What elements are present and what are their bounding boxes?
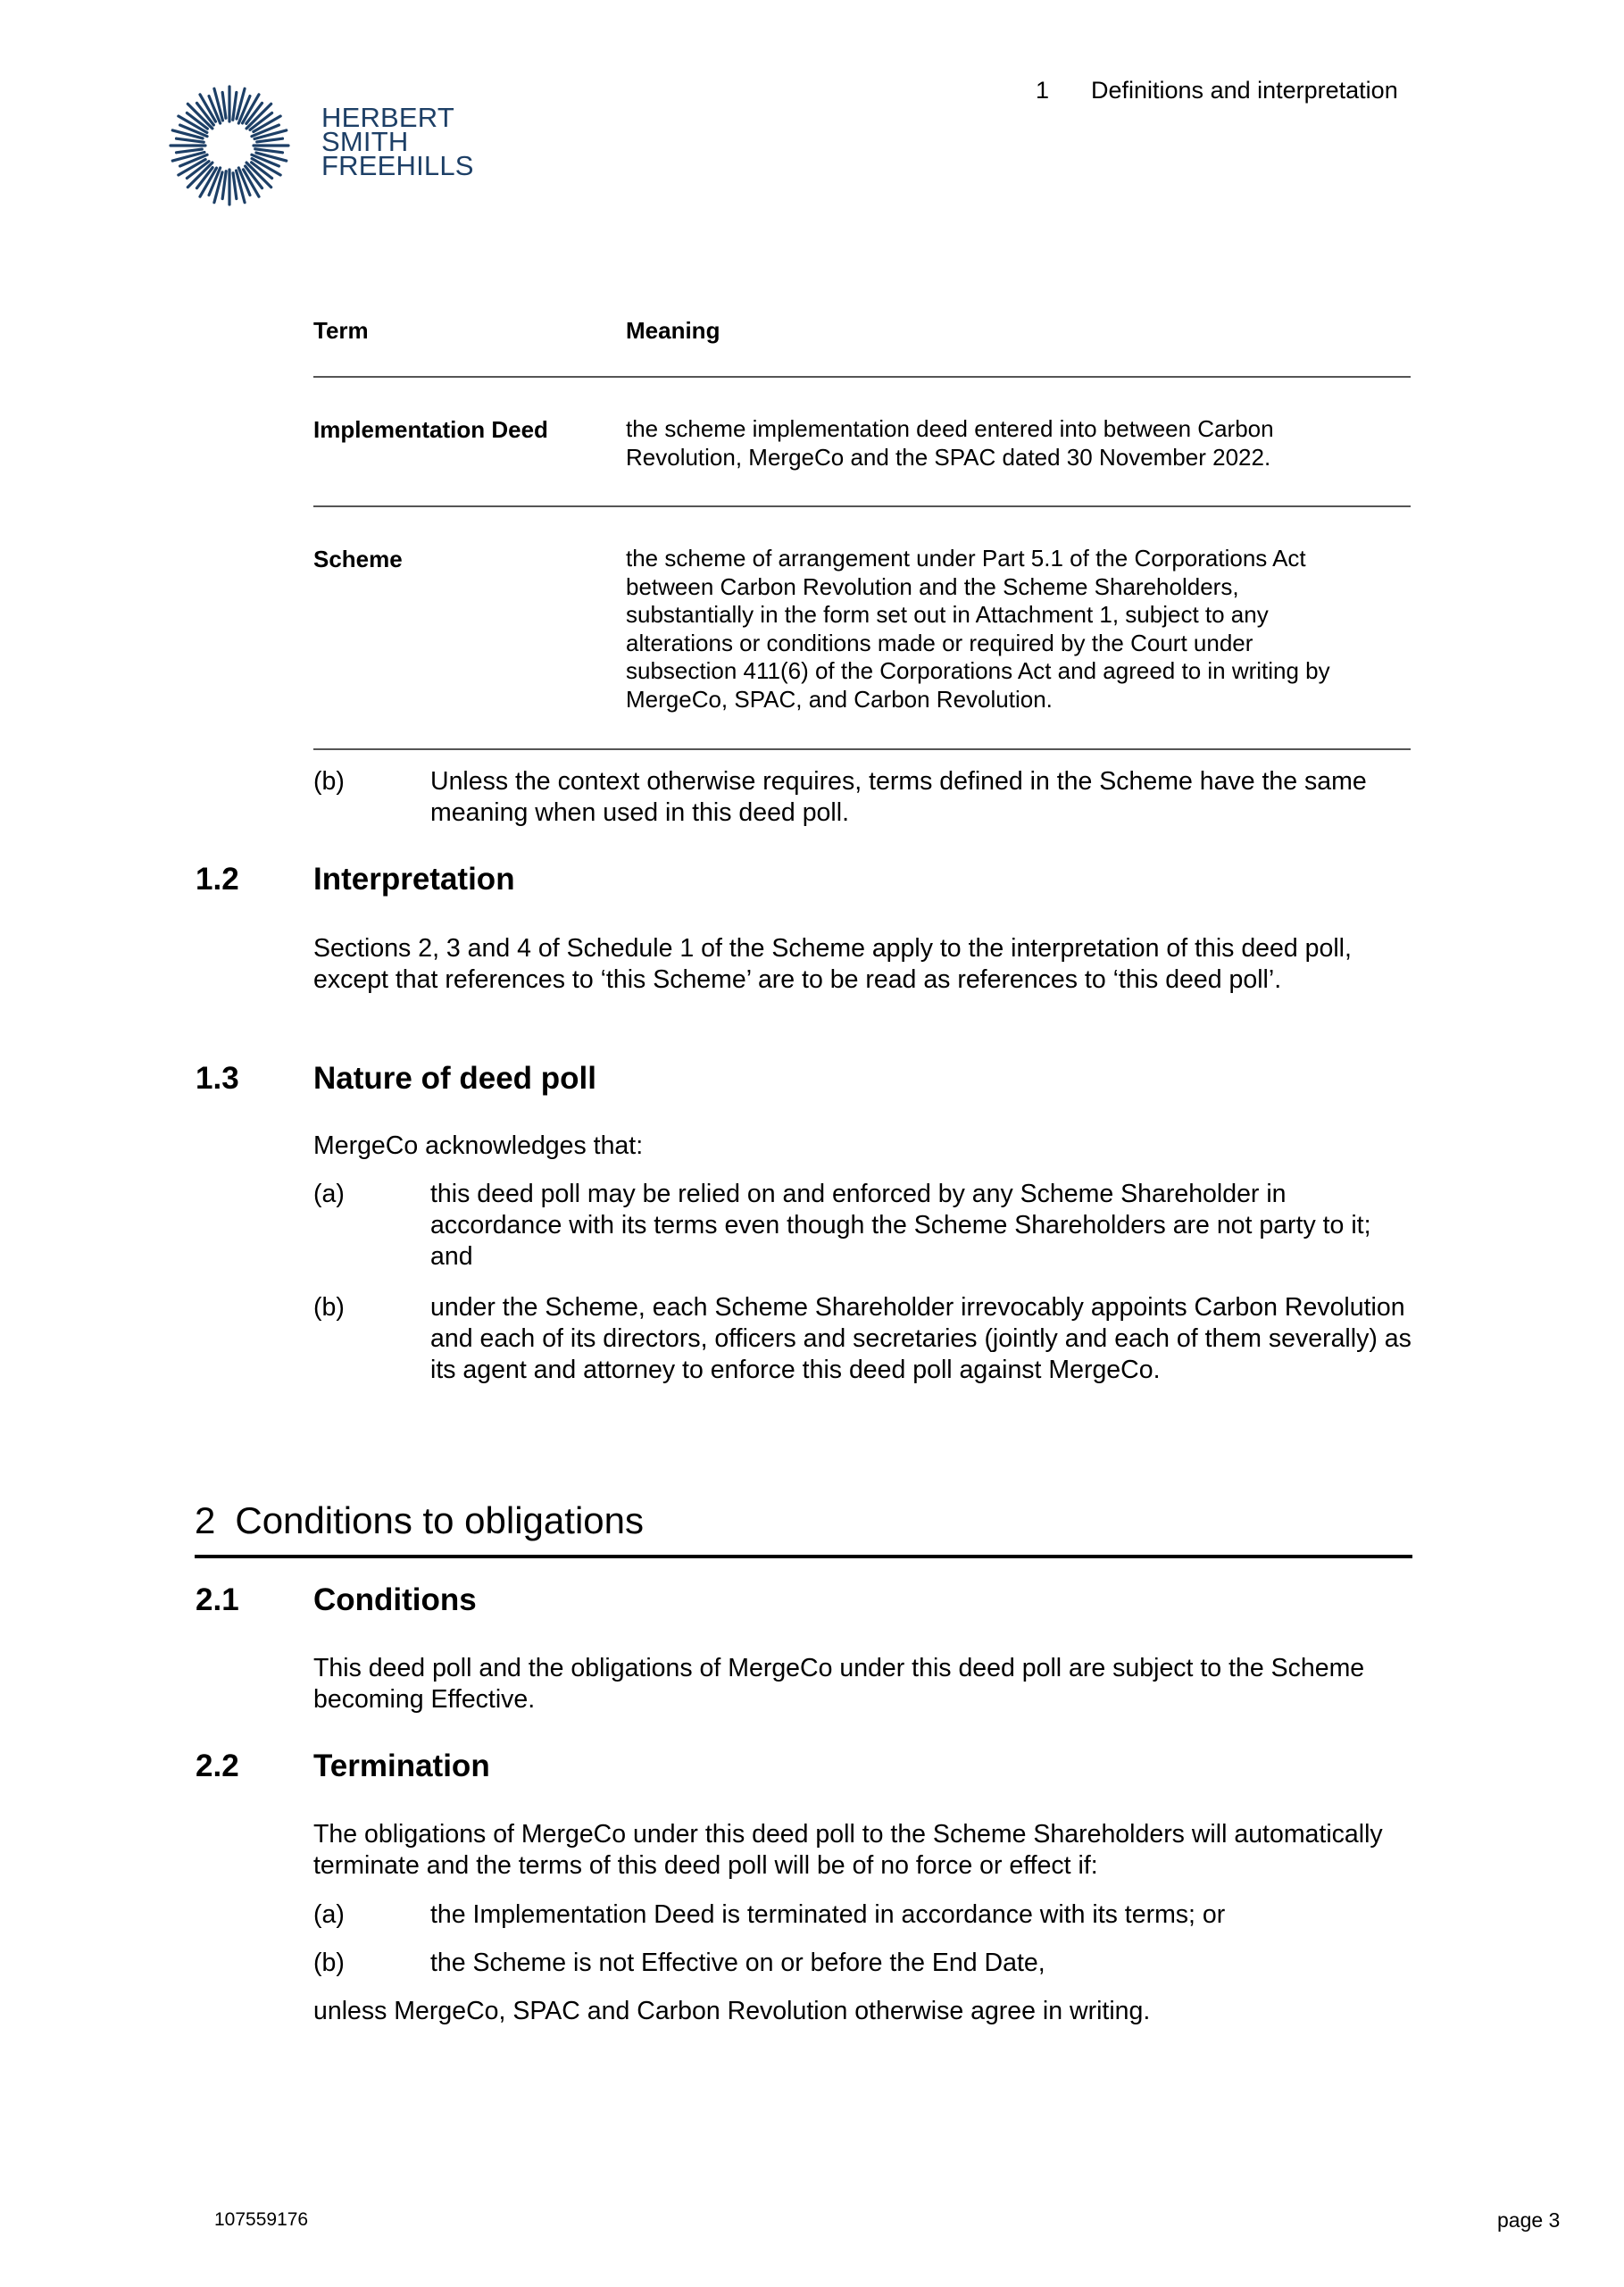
definition-term: Scheme — [313, 546, 403, 572]
definition-meaning: the scheme implementation deed entered into between Carbon Revolution, MergeCo and the SPAC dated 30 November 2022. — [626, 415, 1274, 471]
clause-label: (b) — [313, 767, 345, 796]
heading-number: 1.2 — [196, 862, 239, 897]
list-item-text: the Scheme is not Effective on or before the End Date, — [430, 1949, 1045, 1977]
logo-ray — [177, 138, 204, 142]
list-item-text: the Implementation Deed is terminated in accordance with its terms; or — [430, 1900, 1226, 1929]
logo-ray — [233, 173, 237, 199]
firm-logo-sunburst-icon — [162, 79, 296, 213]
paragraph: Sections 2, 3 and 4 of Schedule 1 of the Scheme apply to the interpretation of this deed poll, except that references to ‘this Scheme’ are to be read as references to ‘this deed poll’. — [313, 934, 1352, 994]
heading-title: Interpretation — [313, 862, 515, 897]
table-header-term: Term — [313, 317, 369, 344]
list-item-label: (a) — [313, 1900, 345, 1929]
table-divider — [313, 748, 1411, 750]
logo-ray — [177, 149, 203, 153]
section-heading-title: Conditions to obligations — [235, 1499, 644, 1541]
heading-number: 2.1 — [196, 1582, 239, 1617]
logo-ray — [255, 149, 283, 153]
list-item-label: (b) — [313, 1293, 345, 1322]
logo-line-3: FREEHILLS — [321, 150, 474, 181]
paragraph: unless MergeCo, SPAC and Carbon Revolution otherwise agree in writing. — [313, 1997, 1151, 2025]
table-divider — [313, 505, 1411, 507]
table-divider — [313, 376, 1411, 378]
firm-logo-wordmark — [321, 102, 474, 181]
paragraph: The obligations of MergeCo under this deed poll to the Scheme Shareholders will automatically terminate and the terms of this deed poll will be of no force or effect if: — [313, 1820, 1383, 1880]
table-header-meaning: Meaning — [626, 317, 720, 344]
section-heading — [195, 1499, 644, 1542]
heading-title: Nature of deed poll — [313, 1061, 596, 1096]
heading-number: 2.2 — [196, 1749, 239, 1783]
list-item-label: (a) — [313, 1180, 345, 1208]
running-header-title: Definitions and interpretation — [1091, 77, 1398, 104]
logo-line-2: SMITH — [321, 126, 409, 157]
running-header-number: 1 — [1036, 77, 1050, 104]
logo-line-1: HERBERT — [321, 102, 454, 133]
definition-term: Implementation Deed — [313, 416, 548, 443]
section-heading-rule — [195, 1555, 1412, 1558]
list-item-text: under the Scheme, each Scheme Shareholder irrevocably appoints Carbon Revolution and each of its directors, officers and secretaries (jointly and each of them severally) as its agent and attorney to enforce this deed poll against MergeCo. — [430, 1293, 1412, 1384]
clause-text: Unless the context otherwise requires, terms defined in the Scheme have the same meaning when used in this deed poll. — [430, 767, 1367, 827]
paragraph: This deed poll and the obligations of MergeCo under this deed poll are subject to the Scheme becoming Effective. — [313, 1654, 1365, 1714]
paragraph: MergeCo acknowledges that: — [313, 1131, 644, 1160]
list-item-label: (b) — [313, 1949, 345, 1977]
document-id: 107559176 — [214, 2209, 309, 2230]
logo-ray — [222, 93, 226, 119]
logo-ray — [233, 93, 237, 121]
page-number: page 3 — [1497, 2208, 1561, 2232]
list-item-text: this deed poll may be relied on and enforced by any Scheme Shareholder in accordance with its terms even though the Scheme Shareholders are not party to it; and — [430, 1180, 1371, 1271]
logo-ray — [257, 138, 283, 142]
heading-number: 1.3 — [196, 1061, 239, 1096]
heading-title: Conditions — [313, 1582, 477, 1617]
logo-ray — [222, 171, 226, 199]
section-heading-number: 2 — [195, 1499, 216, 1541]
definition-meaning: the scheme of arrangement under Part 5.1 of the Corporations Act between Carbon Revolution and the Scheme Shareholders, substantially in the form set out in Attachment 1, subject to any alterations or conditions made or required by the Court under subsection 411(6) of the Corporations Act and agreed to in writing by MergeCo, SPAC, and Carbon Revolution. — [626, 545, 1330, 713]
heading-title: Termination — [313, 1749, 490, 1783]
